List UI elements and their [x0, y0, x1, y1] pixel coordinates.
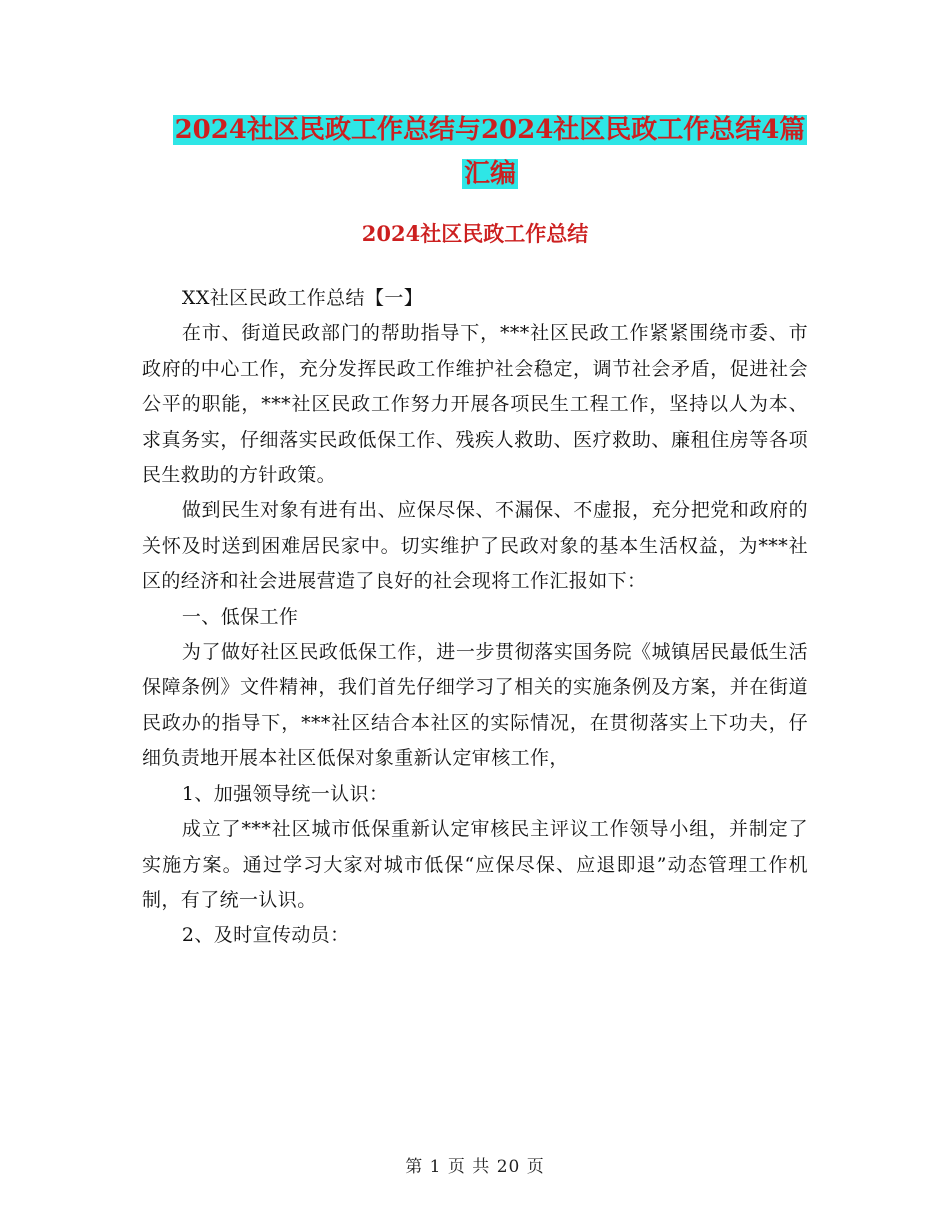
document-body: [142, 281, 808, 954]
item-heading-2: 2、及时宣传动员：: [181, 924, 350, 947]
section-heading-low-income: 一、低保工作: [181, 605, 299, 628]
paragraph: 做到民生对象有进有出、应保尽保、不漏保、不虚报，充分把党和政府的关怀及时送到困难居民家中。切实维护了民政对象的基本生活权益，为***社区的经济和社会进展营造了良好的社会现将工作汇报如下：: [142, 499, 808, 593]
title-line-1: 2024社区民政工作总结与2024社区民政工作总结4篇: [174, 115, 806, 145]
paragraph: 为了做好社区民政低保工作，进一步贯彻落实国务院《城镇居民最低生活保障条例》文件精神，我们首先仔细学习了相关的实施条例及方案，并在街道民政办的指导下，***社区结合本社区的实际情况，在贯彻落实上下功夫，仔细负责地开展本社区低保对象重新认定审核工作，: [142, 641, 808, 770]
paragraph-heading: XX社区民政工作总结【一】: [181, 287, 424, 309]
section-title: 2024社区民政工作总结: [361, 221, 589, 246]
item-heading-1: 1、加强领导统一认识：: [181, 782, 389, 805]
document-title: [160, 108, 820, 196]
paragraph: 成立了***社区城市低保重新认定审核民主评议工作领导小组，并制定了实施方案。通过学习大家对城市低保“应保尽保、应退即退”动态管理工作机制，有了统一认识。: [142, 818, 808, 911]
title-line-2: 汇编: [463, 159, 516, 189]
page-number-footer: 第 1 页 共 20 页: [405, 1157, 545, 1177]
paragraph: 在市、街道民政部门的帮助指导下，***社区民政工作紧紧围绕市委、市政府的中心工作，充分发挥民政工作维护社会稳定，调节社会矛盾，促进社会公平的职能，***社区民政工作努力开展各项民生工程工作，坚持以人为本、求真务实，仔细落实民政低保工作、残疾人救助、医疗救助、廉租住房等各项民生救助的方针政策。: [142, 322, 808, 487]
